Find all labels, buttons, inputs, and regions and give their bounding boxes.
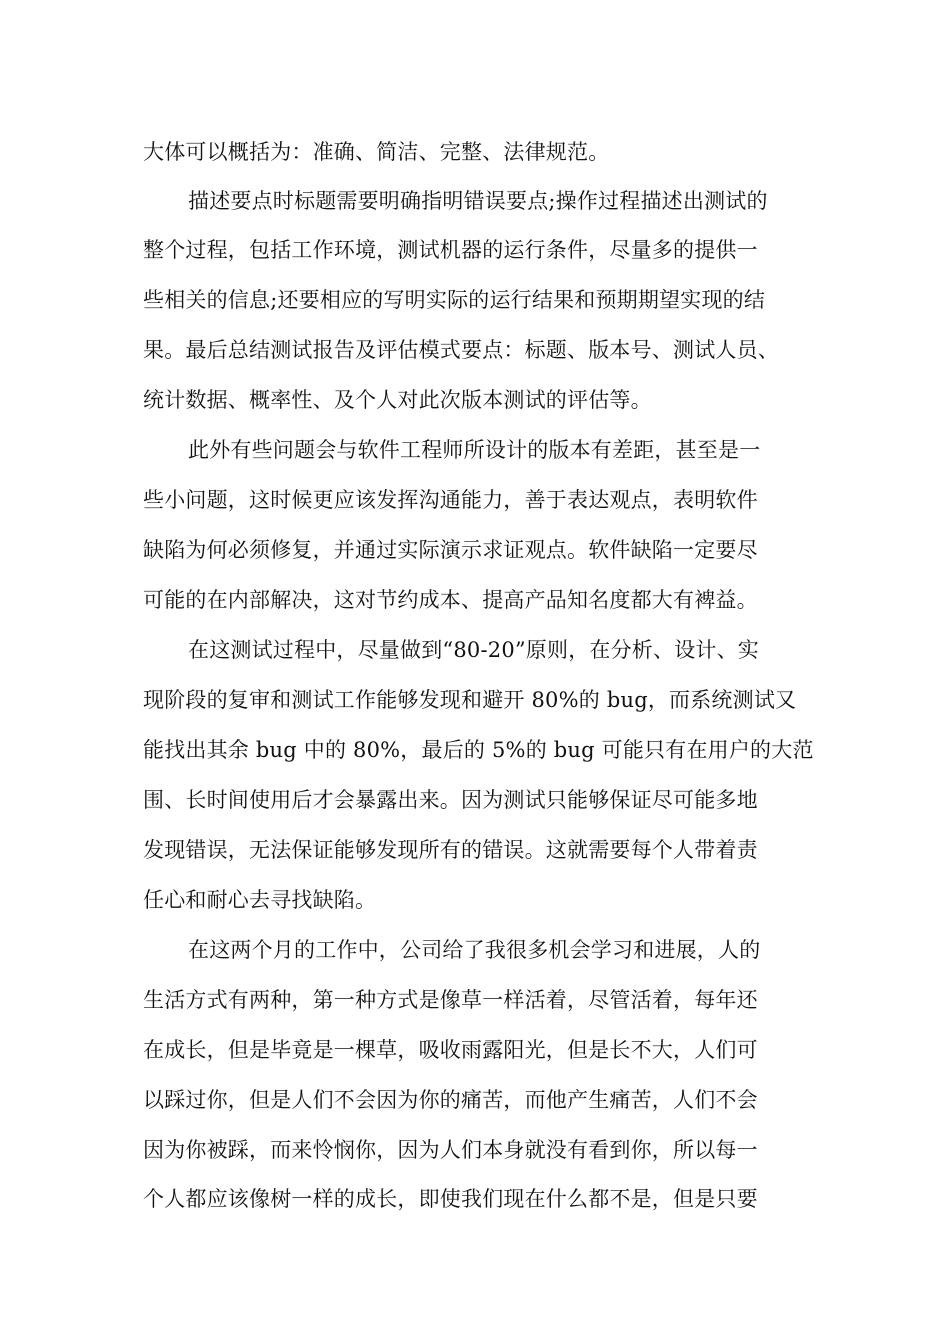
text-line: 任心和耐心去寻找缺陷。 [143, 888, 377, 912]
text-line: 生活方式有两种，第一种方式是像草一样活着，尽管活着，每年还 [143, 988, 758, 1012]
text-line: 个人都应该像树一样的成长，即使我们现在什么都不是，但是只要 [143, 1187, 758, 1211]
text-line: 整个过程，包括工作环境，测试机器的运行条件，尽量多的提供一 [143, 238, 758, 262]
text-line: 以踩过你，但是人们不会因为你的痛苦，而他产生痛苦，人们不会 [143, 1088, 758, 1112]
text-line: 大体可以概括为：准确、简洁、完整、法律规范。 [143, 140, 610, 164]
paragraph-first-line: 描述要点时标题需要明确指明错误要点;操作过程描述出测试的 [188, 189, 768, 213]
text-line: 些小问题，这时候更应该发挥沟通能力，善于表达观点，表明软件 [143, 488, 758, 512]
paragraph-first-line: 在这两个月的工作中，公司给了我很多机会学习和进展，人的 [188, 938, 761, 962]
text-line: 现阶段的复审和测试工作能够发现和避开 80%的 bug，而系统测试又 [143, 688, 797, 712]
text-line: 些相关的信息;还要相应的写明实际的运行结果和预期期望实现的结 [143, 288, 766, 312]
text-line: 围、长时间使用后才会暴露出来。因为测试只能够保证尽可能多地 [143, 788, 758, 812]
text-line: 在成长，但是毕竟是一棵草，吸收雨露阳光，但是长不大，人们可 [143, 1038, 758, 1062]
text-line: 可能的在内部解决，这对节约成本、提高产品知名度都大有裨益。 [143, 588, 758, 612]
text-line: 能找出其余 bug 中的 80%，最后的 5%的 bug 可能只有在用户的大范 [143, 738, 814, 762]
text-line: 统计数据、概率性、及个人对此次版本测试的评估等。 [143, 388, 652, 412]
paragraph-first-line: 此外有些问题会与软件工程师所设计的版本有差距，甚至是一 [188, 438, 761, 462]
text-line: 缺陷为何必须修复，并通过实际演示求证观点。软件缺陷一定要尽 [143, 538, 758, 562]
text-line: 因为你被踩，而来怜悯你，因为人们本身就没有看到你，所以每一 [143, 1138, 758, 1162]
text-line: 发现错误，无法保证能够发现所有的错误。这就需要每个人带着责 [143, 838, 758, 862]
paragraph-first-line: 在这测试过程中，尽量做到“80-20”原则，在分析、设计、实 [188, 638, 760, 662]
text-line: 果。最后总结测试报告及评估模式要点：标题、版本号、测试人员、 [143, 338, 779, 362]
